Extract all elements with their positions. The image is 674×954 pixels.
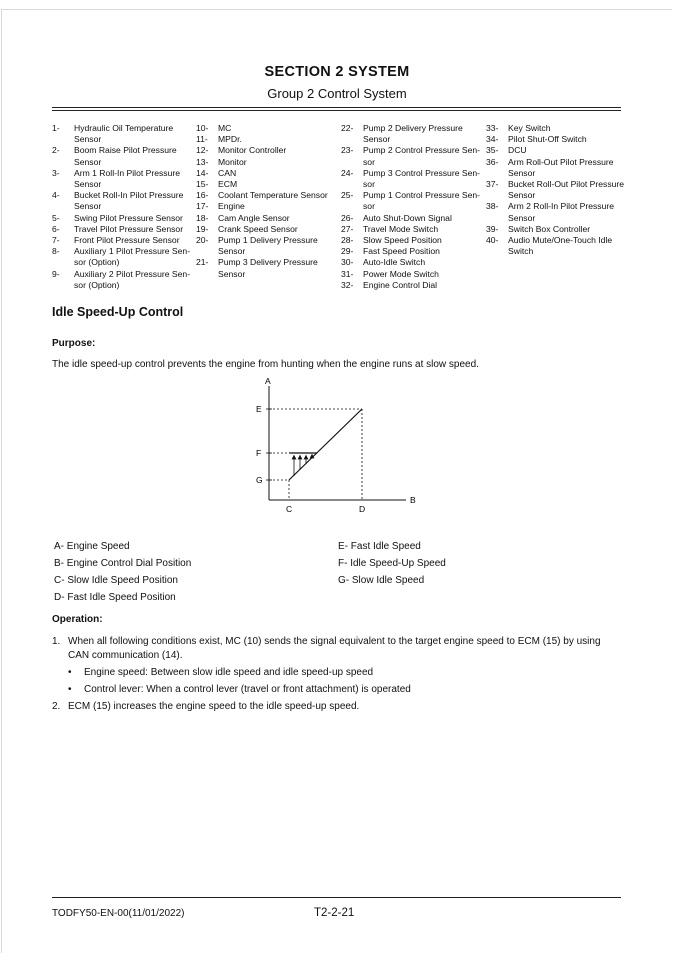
- part-label: Arm Roll-Out Pilot Pressure Sensor: [508, 156, 614, 178]
- part-label: Auxiliary 2 Pilot Pressure Sen-sor (Option): [74, 268, 191, 290]
- part-label: Monitor Controller: [218, 145, 287, 156]
- part-label: Cam Angle Sensor: [218, 212, 290, 223]
- part-label: ECM: [218, 179, 238, 190]
- part-number: 2-: [52, 145, 60, 156]
- part-number: 19-: [196, 223, 209, 234]
- operation-step-1: [52, 635, 612, 663]
- part-label: Travel Mode Switch: [363, 223, 439, 234]
- part-number: 36-: [486, 156, 499, 167]
- part-number: 28-: [341, 235, 354, 246]
- part-number: 37-: [486, 179, 499, 190]
- operation-label: Operation:: [52, 614, 103, 625]
- operation-step-2: [52, 700, 612, 714]
- part-number: 23-: [341, 145, 354, 156]
- part-label: Arm 1 Roll-In Pilot Pressure Sensor: [74, 167, 181, 190]
- legend-item: E- Fast Idle Speed: [338, 541, 421, 552]
- part-label: Pump 1 Delivery Pressure Sensor: [218, 235, 318, 257]
- part-label: Audio Mute/One-Touch Idle Switch: [508, 235, 613, 257]
- footer-page-number: T2-2-21: [314, 907, 355, 919]
- footer-rule: [52, 897, 621, 898]
- part-number: 12-: [196, 145, 209, 156]
- part-label: Coolant Temperature Sensor: [218, 190, 328, 201]
- part-number: 16-: [196, 190, 209, 201]
- bullet-icon: •: [68, 667, 72, 678]
- graph-label-e: E: [256, 404, 262, 414]
- legend-left: [54, 538, 191, 606]
- step-number: 1.: [52, 636, 61, 647]
- operation-bullet-1: [52, 666, 612, 680]
- part-number: 8-: [52, 246, 60, 257]
- part-number: 20-: [196, 235, 209, 246]
- part-number: 5-: [52, 212, 60, 223]
- part-number: 6-: [52, 223, 60, 234]
- part-number: 35-: [486, 145, 499, 156]
- part-label: Auto-Idle Switch: [363, 257, 426, 268]
- step-text: ECM (15) increases the engine speed to the idle speed-up speed.: [68, 701, 360, 712]
- idle-speed-up-heading: Idle Speed-Up Control: [52, 305, 184, 319]
- part-number: 11-: [196, 134, 208, 145]
- group-title: Group 2 Control System: [267, 86, 407, 101]
- legend-item: G- Slow Idle Speed: [338, 575, 425, 586]
- graph-label-d: D: [359, 504, 366, 514]
- bullet-icon: •: [68, 684, 72, 695]
- part-label: Engine: [218, 201, 245, 212]
- operation-bullet-2: [52, 683, 612, 697]
- step-text: When all following conditions exist, MC (10) sends the signal equivalent to the target engine speed to ECM (15) by using CAN communication (14).: [68, 636, 601, 661]
- part-label: Pump 2 Control Pressure Sen-sor: [363, 145, 481, 167]
- operation-list: [52, 635, 612, 717]
- part-label: Power Mode Switch: [363, 268, 439, 279]
- purpose-label: Purpose:: [52, 338, 96, 349]
- step-number: 2.: [52, 701, 61, 712]
- part-label: Auto Shut-Down Signal: [363, 212, 452, 223]
- footer-doc-code: TODFY50-EN-00(11/01/2022): [52, 908, 185, 919]
- part-number: 1-: [52, 123, 60, 133]
- part-number: 10-: [196, 123, 209, 133]
- purpose-text: The idle speed-up control prevents the engine from hunting when the engine runs at slow speed.: [52, 359, 479, 370]
- part-label: Front Pilot Pressure Sensor: [74, 235, 180, 246]
- legend-item: F- Idle Speed-Up Speed: [338, 558, 446, 569]
- part-label: Swing Pilot Pressure Sensor: [74, 212, 183, 223]
- part-label: MC: [218, 123, 232, 133]
- part-number: 31-: [341, 268, 354, 279]
- part-number: 25-: [341, 190, 354, 201]
- legend-item: C- Slow Idle Speed Position: [54, 575, 178, 586]
- part-label: Engine Control Dial: [363, 279, 438, 290]
- part-label: Fast Speed Position: [363, 246, 440, 257]
- part-number: 30-: [341, 257, 354, 268]
- part-label: Pilot Shut-Off Switch: [508, 134, 587, 145]
- part-label: Pump 2 Delivery Pressure Sensor: [363, 123, 463, 145]
- legend-item: A- Engine Speed: [54, 541, 130, 552]
- part-number: 15-: [196, 179, 209, 190]
- part-label: Pump 1 Control Pressure Sen-sor: [363, 190, 481, 212]
- section-title: SECTION 2 SYSTEM: [264, 64, 410, 80]
- part-label: Boom Raise Pilot Pressure Sensor: [74, 145, 177, 167]
- part-label: Bucket Roll-In Pilot Pressure Sensor: [74, 190, 184, 212]
- part-number: 40-: [486, 235, 499, 246]
- part-label: Slow Speed Position: [363, 235, 442, 246]
- part-number: 29-: [341, 246, 354, 257]
- graph-label-b: B: [410, 495, 416, 505]
- part-label: Key Switch: [508, 123, 551, 133]
- legend-item: B- Engine Control Dial Position: [54, 558, 192, 569]
- part-label: Crank Speed Sensor: [218, 223, 298, 234]
- legend-right: [338, 538, 446, 589]
- legend-item: D- Fast Idle Speed Position: [54, 592, 176, 603]
- part-number: 13-: [196, 156, 209, 167]
- part-label: MPDr.: [218, 134, 242, 145]
- part-number: 39-: [486, 223, 499, 234]
- part-label: Pump 3 Control Pressure Sen-sor: [363, 167, 481, 190]
- part-number: 38-: [486, 201, 499, 212]
- part-label: DCU: [508, 145, 527, 156]
- part-label: Hydraulic Oil Temperature Sensor: [74, 123, 174, 145]
- bullet-text: Engine speed: Between slow idle speed and idle speed-up speed: [84, 667, 374, 678]
- part-number: 7-: [52, 235, 60, 246]
- part-number: 24-: [341, 167, 354, 178]
- part-number: 3-: [52, 167, 60, 178]
- part-label: Bucket Roll-Out Pilot Pressure Sensor: [508, 179, 625, 201]
- part-number: 14-: [196, 167, 209, 178]
- bullet-text: Control lever: When a control lever (travel or front attachment) is operated: [84, 684, 411, 695]
- part-label: Switch Box Controller: [508, 223, 591, 234]
- part-label: Monitor: [218, 156, 247, 167]
- part-number: 17-: [196, 201, 209, 212]
- part-number: 9-: [52, 268, 60, 279]
- graph-label-g: G: [256, 475, 263, 485]
- part-number: 21-: [196, 257, 209, 268]
- part-label: Pump 3 Delivery Pressure Sensor: [218, 257, 318, 279]
- part-number: 27-: [341, 223, 354, 234]
- part-number: 18-: [196, 212, 209, 223]
- graph-label-c: C: [286, 504, 293, 514]
- part-number: 4-: [52, 190, 60, 201]
- graph-label-f: F: [256, 448, 262, 458]
- part-number: 33-: [486, 123, 499, 133]
- part-number: 22-: [341, 123, 354, 133]
- part-number: 34-: [486, 134, 499, 145]
- part-number: 26-: [341, 212, 354, 223]
- graph-label-a: A: [265, 376, 271, 386]
- part-label: Arm 2 Roll-In Pilot Pressure Sensor: [508, 201, 615, 223]
- part-number: 32-: [341, 279, 354, 290]
- part-label: Travel Pilot Pressure Sensor: [74, 223, 184, 234]
- part-label: Auxiliary 1 Pilot Pressure Sen-sor (Option): [74, 246, 191, 268]
- part-label: CAN: [218, 167, 237, 178]
